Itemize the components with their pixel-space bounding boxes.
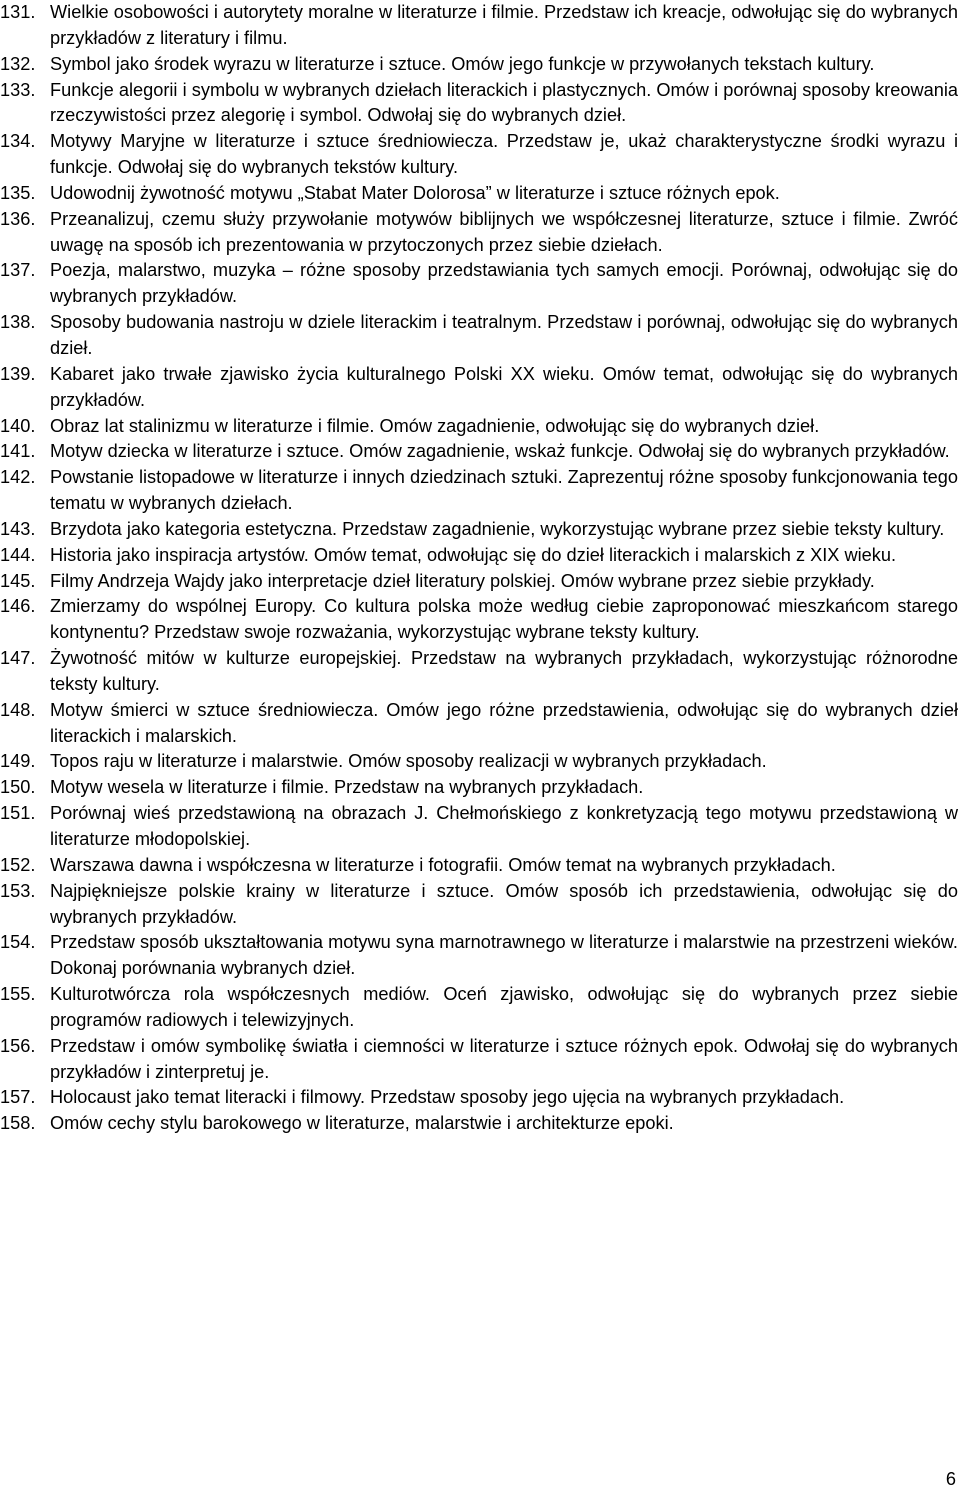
topic-text: Motyw śmierci w sztuce średniowiecza. Omów jego różne przedstawienia, odwołując się do wybranych dzieł literackich i malarskich. bbox=[50, 699, 958, 746]
list-item bbox=[0, 594, 958, 646]
topic-number: 132. bbox=[0, 53, 36, 74]
list-item bbox=[0, 465, 958, 517]
list-item bbox=[0, 982, 958, 1034]
list-item bbox=[0, 1085, 958, 1111]
list-item bbox=[0, 207, 958, 259]
topic-text: Najpiękniejsze polskie krainy w literaturze i sztuce. Omów sposób ich przedstawienia, odwołując się do wybranych przykładów. bbox=[50, 880, 958, 927]
topic-text: Historia jako inspiracja artystów. Omów temat, odwołując się do dzieł literackich i malarskich z XIX wieku. bbox=[50, 544, 897, 565]
list-item bbox=[0, 930, 958, 982]
topic-text: Obraz lat stalinizmu w literaturze i filmie. Omów zagadnienie, odwołując się do wybranych dzieł. bbox=[50, 415, 820, 436]
topic-text: Funkcje alegorii i symbolu w wybranych dziełach literackich i plastycznych. Omów i porównaj sposoby kreowania rzeczywistości przez alegorię i symbol. Odwołaj się do wybranych dzieł. bbox=[50, 79, 958, 126]
topic-number: 145. bbox=[0, 570, 36, 591]
topic-number: 150. bbox=[0, 777, 36, 798]
topic-number: 141. bbox=[0, 441, 36, 462]
topic-text: Powstanie listopadowe w literaturze i innych dziedzinach sztuki. Zaprezentuj różne sposoby funkcjonowania tego tematu w wybranych dziełach. bbox=[50, 467, 958, 514]
list-item bbox=[0, 0, 958, 52]
topic-number: 148. bbox=[0, 699, 36, 720]
list-item bbox=[0, 439, 958, 465]
list-item bbox=[0, 52, 958, 78]
list-item bbox=[0, 801, 958, 853]
list-item bbox=[0, 1111, 958, 1137]
topic-number: 153. bbox=[0, 880, 36, 901]
topic-number: 155. bbox=[0, 984, 36, 1005]
topic-number: 144. bbox=[0, 544, 36, 565]
topic-text: Żywotność mitów w kulturze europejskiej. Przedstaw na wybranych przykładach, wykorzystując różnorodne teksty kultury. bbox=[50, 648, 958, 694]
topic-number: 151. bbox=[0, 803, 36, 824]
topic-number: 146. bbox=[0, 596, 36, 617]
topic-text: Kulturotwórcza rola współczesnych mediów. Oceń zjawisko, odwołując się do wybranych przez siebie programów radiowych i telewizyjnych. bbox=[50, 984, 958, 1030]
topic-text: Porównaj wieś przedstawioną na obrazach J. Chełmońskiego z konkretyzacją tego motywu przedstawioną w literaturze młodopolskiej. bbox=[50, 803, 958, 849]
topic-number: 157. bbox=[0, 1087, 36, 1108]
topic-text: Motyw wesela w literaturze i filmie. Przedstaw na wybranych przykładach. bbox=[50, 777, 644, 798]
topic-number: 134. bbox=[0, 131, 36, 152]
list-item bbox=[0, 853, 958, 879]
topic-number: 158. bbox=[0, 1113, 36, 1134]
list-item bbox=[0, 181, 958, 207]
list-item bbox=[0, 258, 958, 310]
topic-text: Warszawa dawna i współczesna w literaturze i fotografii. Omów temat na wybranych przykładach. bbox=[50, 854, 836, 875]
list-item bbox=[0, 310, 958, 362]
topic-number: 143. bbox=[0, 518, 36, 539]
list-item bbox=[0, 646, 958, 698]
list-item bbox=[0, 698, 958, 750]
topic-number: 137. bbox=[0, 260, 36, 281]
list-item bbox=[0, 78, 958, 130]
topic-text: Filmy Andrzeja Wajdy jako interpretacje dzieł literatury polskiej. Omów wybrane przez siebie przykłady. bbox=[50, 570, 875, 591]
topic-text: Kabaret jako trwałe zjawisko życia kulturalnego Polski XX wieku. Omów temat, odwołując się do wybranych przykładów. bbox=[50, 363, 958, 410]
list-item bbox=[0, 775, 958, 801]
topic-number: 139. bbox=[0, 363, 36, 384]
list-item bbox=[0, 749, 958, 775]
list-item bbox=[0, 543, 958, 569]
list-item bbox=[0, 414, 958, 440]
page-number: 6 bbox=[945, 1469, 956, 1489]
topic-text: Poezja, malarstwo, muzyka – różne sposoby przedstawiania tych samych emocji. Porównaj, odwołując się do wybranych przykładów. bbox=[50, 260, 958, 307]
list-item bbox=[0, 129, 958, 181]
topic-number: 149. bbox=[0, 751, 36, 772]
topic-text: Topos raju w literaturze i malarstwie. Omów sposoby realizacji w wybranych przykładach. bbox=[50, 751, 767, 772]
topic-number: 140. bbox=[0, 415, 36, 436]
list-item bbox=[0, 1034, 958, 1086]
topic-text: Sposoby budowania nastroju w dziele literackim i teatralnym. Przedstaw i porównaj, odwołując się do wybranych dzieł. bbox=[50, 312, 958, 358]
topic-number: 154. bbox=[0, 932, 36, 953]
topic-text: Motyw dziecka w literaturze i sztuce. Omów zagadnienie, wskaż funkcje. Odwołaj się do wybranych przykładów. bbox=[50, 441, 950, 462]
topic-number: 156. bbox=[0, 1035, 36, 1056]
topic-number: 138. bbox=[0, 312, 36, 333]
topic-text: Przedstaw sposób ukształtowania motywu syna marnotrawnego w literaturze i malarstwie na przestrzeni wieków. Dokonaj porównania wybranych dzieł. bbox=[50, 932, 958, 979]
list-item bbox=[0, 569, 958, 595]
topic-number: 147. bbox=[0, 648, 36, 669]
list-item bbox=[0, 362, 958, 414]
topic-number: 142. bbox=[0, 467, 36, 488]
list-item bbox=[0, 879, 958, 931]
list-item bbox=[0, 517, 958, 543]
topic-text: Zmierzamy do wspólnej Europy. Co kultura polska może według ciebie zaproponować mieszkańcom starego kontynentu? Przedstaw swoje rozważania, wykorzystując wybrane teksty kultury. bbox=[50, 596, 958, 643]
topic-text: Holocaust jako temat literacki i filmowy. Przedstaw sposoby jego ujęcia na wybranych przykładach. bbox=[50, 1087, 845, 1108]
topic-text: Omów cechy stylu barokowego w literaturze, malarstwie i architekturze epoki. bbox=[50, 1113, 674, 1134]
topic-number: 136. bbox=[0, 208, 36, 229]
topic-text: Symbol jako środek wyrazu w literaturze i sztuce. Omów jego funkcje w przywołanych tekstach kultury. bbox=[50, 53, 875, 74]
topic-text: Wielkie osobowości i autorytety moralne w literaturze i filmie. Przedstaw ich kreacje, odwołując się do wybranych przykładów z literatury i filmu. bbox=[50, 2, 958, 48]
topic-text: Przeanalizuj, czemu służy przywołanie motywów biblijnych we współczesnej literaturze, sztuce i filmie. Zwróć uwagę na sposób ich prezentowania w przytoczonych przez siebie dziełach. bbox=[50, 208, 958, 255]
topic-text: Udowodnij żywotność motywu „Stabat Mater Dolorosa” w literaturze i sztuce różnych epok. bbox=[50, 182, 780, 203]
topic-number: 131. bbox=[0, 2, 36, 22]
topic-number: 152. bbox=[0, 854, 36, 875]
topic-text: Motywy Maryjne w literaturze i sztuce średniowiecza. Przedstaw je, ukaż charakterystyczne środki wyrazu i funkcje. Odwołaj się do wybranych tekstów kultury. bbox=[50, 131, 958, 178]
topic-number: 133. bbox=[0, 79, 36, 100]
topic-number: 135. bbox=[0, 182, 36, 203]
topic-text: Przedstaw i omów symbolikę światła i ciemności w literaturze i sztuce różnych epok. Odwołaj się do wybranych przykładów i zinterpretuj je. bbox=[50, 1035, 958, 1082]
topic-text: Brzydota jako kategoria estetyczna. Przedstaw zagadnienie, wykorzystując wybrane przez siebie teksty kultury. bbox=[50, 518, 945, 539]
